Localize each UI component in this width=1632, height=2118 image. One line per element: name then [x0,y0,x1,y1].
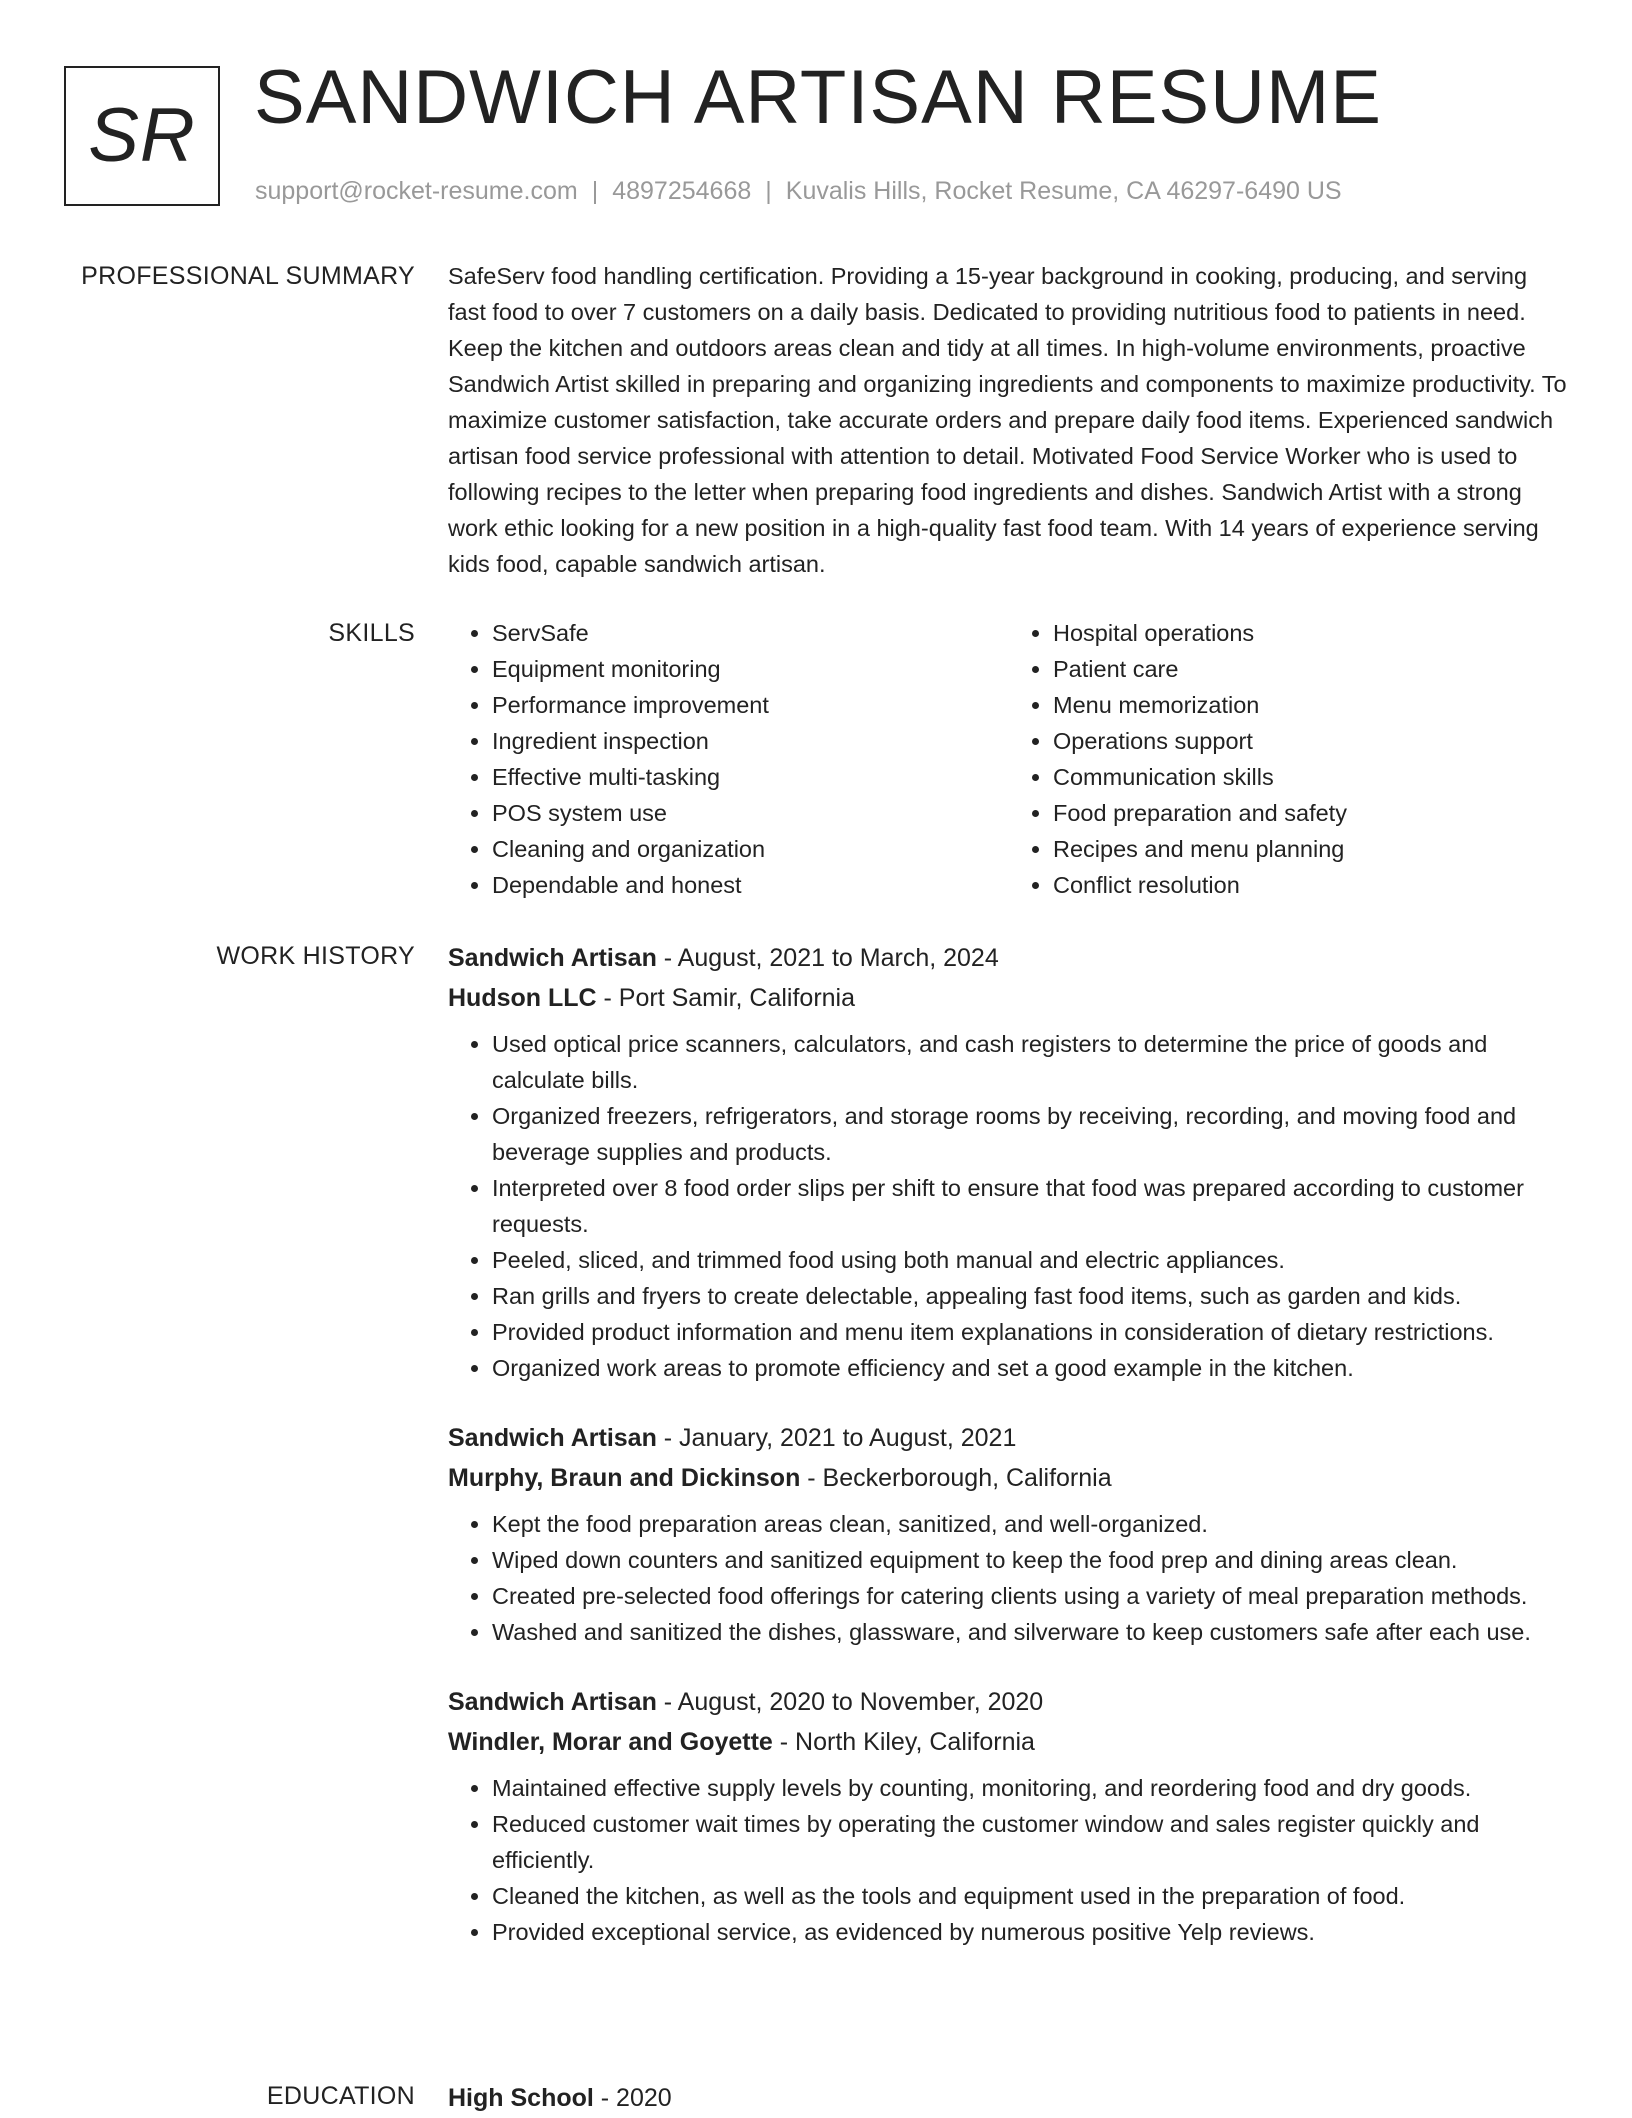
skill-item: • Cleaning and organization [492,831,1009,867]
job-bullets [448,1506,1570,1650]
job-bullet: • Provided product information and menu item explanations in consideration of dietary restrictions. [492,1314,1570,1350]
job-company: Hudson LLC [448,984,597,1012]
job-location: - Beckerborough, California [800,1464,1112,1492]
job-title-line [448,1682,1570,1722]
education-year: - 2020 [593,2084,672,2112]
job-bullet: • Provided exceptional service, as evidenced by numerous positive Yelp reviews. [492,1914,1570,1950]
section-label-education: EDUCATION [266,2082,415,2110]
job-title-line [448,1418,1570,1458]
job-bullet: • Cleaned the kitchen, as well as the tools and equipment used in the preparation of food. [492,1878,1570,1914]
skill-item: • Dependable and honest [492,867,1009,903]
job-bullet: • Ran grills and fryers to create delectable, appealing fast food items, such as garden and kids. [492,1278,1570,1314]
job-bullet: • Kept the food preparation areas clean, sanitized, and well-organized. [492,1506,1570,1542]
job-location: - North Kiley, California [772,1728,1035,1756]
job-bullet: • Used optical price scanners, calculators, and cash registers to determine the price of goods and calculate bills. [492,1026,1570,1098]
job-dates: - January, 2021 to August, 2021 [656,1424,1017,1452]
job-company-line [448,1722,1570,1762]
job-title-line [448,938,1570,978]
job-title: Sandwich Artisan [448,1688,657,1716]
job-bullet: • Reduced customer wait times by operating the customer window and sales register quickly and efficiently. [492,1806,1570,1878]
summary-body [448,258,1570,582]
job-entry [448,938,1570,1386]
job-company: Windler, Morar and Goyette [448,1728,773,1756]
job-entry [448,1418,1570,1650]
job-entry [448,1682,1570,1950]
section-label-work-history: WORK HISTORY [216,942,415,970]
contact-phone: 4897254668 [612,177,752,205]
skills-list-left [448,615,1009,903]
skill-item: • Conflict resolution [1053,867,1570,903]
section-label-summary: PROFESSIONAL SUMMARY [81,262,415,290]
job-bullet: • Washed and sanitized the dishes, glassware, and silverware to keep customers safe after each use. [492,1614,1570,1650]
resume-title: SANDWICH ARTISAN RESUME [254,55,1382,140]
job-bullet: • Maintained effective supply levels by counting, monitoring, and reordering food and dry goods. [492,1770,1570,1806]
skills-body [448,615,1570,903]
skills-list-right [1009,615,1570,903]
job-company-line [448,1458,1570,1498]
work-history-body [448,938,1570,1950]
job-dates: - August, 2020 to November, 2020 [656,1688,1044,1716]
skill-item: • Food preparation and safety [1053,795,1570,831]
skills-columns [448,615,1570,903]
summary-text: SafeServ food handling certification. Providing a 15-year background in cooking, producing, and serving fast food to over 7 customers on a daily basis. Dedicated to providing nutritious food to patients in need. Keep the kitchen and outdoors areas clean and tidy at all times. In high-volume environments, proactive Sandwich Artist skilled in preparing and organizing ingredients and components to maximize productivity. To maximize customer satisfaction, take accurate orders and prepare daily food items. Experienced sandwich artisan food service professional with attention to detail. Motivated Food Service Worker who is used to following recipes to the letter when preparing food ingredients and dishes. Sandwich Artist with a strong work ethic looking for a new position in a high-quality fast food team. With 14 years of experience serving kids food, capable sandwich artisan. [448,263,1567,577]
job-company: Murphy, Braun and Dickinson [448,1464,801,1492]
monogram-box [64,66,220,206]
skill-item: • Recipes and menu planning [1053,831,1570,867]
job-bullet: • Wiped down counters and sanitized equipment to keep the food prep and dining areas clean. [492,1542,1570,1578]
monogram-initials: SR [88,93,196,178]
job-bullet: • Peeled, sliced, and trimmed food using both manual and electric appliances. [492,1242,1570,1278]
job-bullet: • Created pre-selected food offerings for catering clients using a variety of meal preparation methods. [492,1578,1570,1614]
skill-item: • Equipment monitoring [492,651,1009,687]
job-title: Sandwich Artisan [448,944,657,972]
job-title: Sandwich Artisan [448,1424,657,1452]
skill-item: • ServSafe [492,615,1009,651]
contact-email: support@rocket-resume.com [255,177,578,205]
skill-item: • POS system use [492,795,1009,831]
education-line [448,2078,1570,2118]
education-degree: High School [448,2084,594,2112]
job-dates: - August, 2021 to March, 2024 [656,944,999,972]
contact-separator: | [591,177,599,205]
education-body [448,2078,1570,2118]
contact-address: Kuvalis Hills, Rocket Resume, CA 46297-6490 US [785,177,1342,205]
contact-separator: | [765,177,772,205]
skill-item: • Ingredient inspection [492,723,1009,759]
job-bullet: • Organized freezers, refrigerators, and storage rooms by receiving, recording, and moving food and beverage supplies and products. [492,1098,1570,1170]
skill-item: • Hospital operations [1053,615,1570,651]
job-bullet: • Organized work areas to promote efficiency and set a good example in the kitchen. [492,1350,1570,1386]
skill-item: • Patient care [1053,651,1570,687]
job-bullet: • Interpreted over 8 food order slips per shift to ensure that food was prepared according to customer requests. [492,1170,1570,1242]
skill-item: • Effective multi-tasking [492,759,1009,795]
contact-line [255,174,1342,208]
skill-item: • Performance improvement [492,687,1009,723]
skill-item: • Communication skills [1053,759,1570,795]
section-label-skills: SKILLS [328,619,415,647]
job-location: - Port Samir, California [596,984,856,1012]
job-company-line [448,978,1570,1018]
skill-item: • Operations support [1053,723,1570,759]
job-bullets [448,1026,1570,1386]
skill-item: • Menu memorization [1053,687,1570,723]
job-bullets [448,1770,1570,1950]
